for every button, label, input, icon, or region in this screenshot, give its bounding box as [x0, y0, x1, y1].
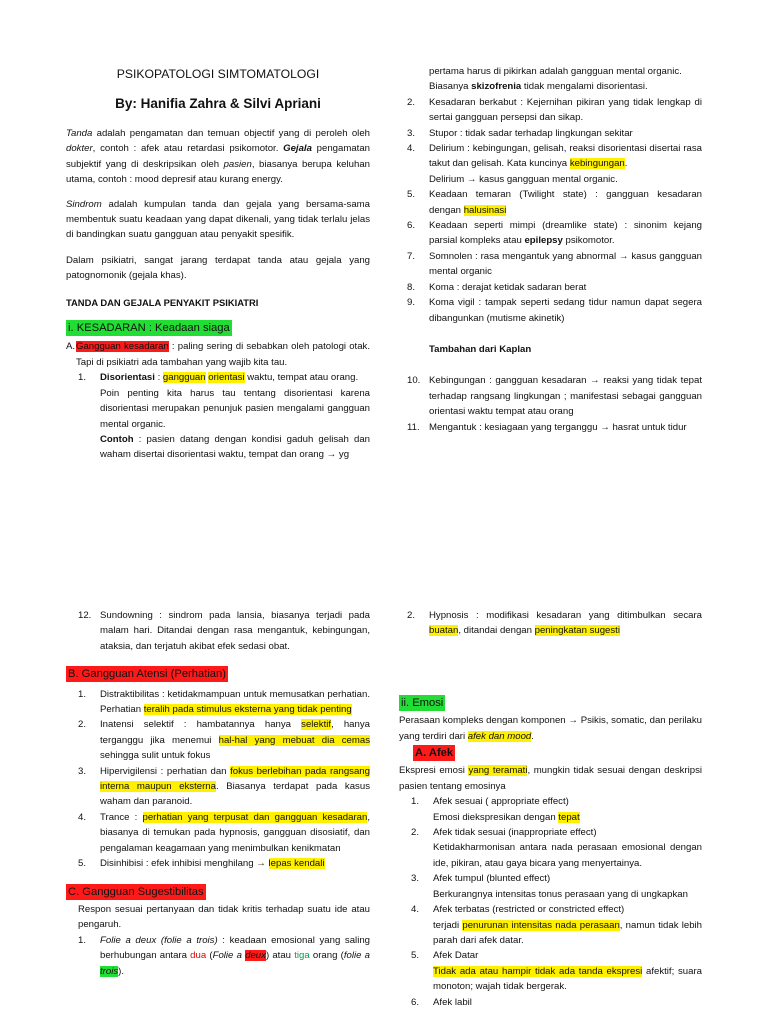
hypnosis-item: 2. Hypnosis : modifikasi kesadaran yang ditimbulkan secara buatan, ditandai dengan peningkatan sugesti [407, 610, 702, 637]
afek-tumpul-item: 3. Afek tumpul (blunted effect) Berkurangnya intensitas tonus perasaan yang di ungkapkan [411, 873, 688, 900]
stupor-item: 3. Stupor : tidak sadar terhadap lingkungan sekitar [407, 127, 633, 139]
kesadaran-berkabut-item: 2. Kesadaran berkabut : Kejernihan pikiran yang tidak lengkap di sertai gangguan persepsi dan sikap. [407, 96, 702, 124]
koma-vigil-item: 9. Koma vigil : tampak seperti sedang tidur namun dapat segera dibangunkan (mutisme akinetik) [407, 297, 702, 324]
afek-datar-item: 5. Afek Datar Tidak ada atau hampir tidak ada tanda ekspresi afektif; suara monoton; wajah tidak bergerak. [411, 950, 702, 993]
bottom-left-column [66, 608, 370, 979]
section-kesadaran-heading: i. KESADARAN : Keadaan siaga [68, 322, 230, 335]
afek-list [411, 794, 702, 1010]
top-left-column [66, 66, 370, 463]
section-afek-heading: A. Afek [415, 747, 454, 760]
tanda-paragraph: Tanda adalah pengamatan dan temuan objectif yang di peroleh oleh dokter, contoh : afek atau retardasi psikomotor. Gejala pengamatan subjektif yang di deskripsikan oleh pasien, biasanya berupa keluhan utama, contoh : mood depresif atau kurang energy. [66, 128, 370, 186]
atensi-list [78, 687, 370, 872]
delirium-item: 4. Delirium : kebingungan, gelisah, reaksi disorientasi disertai rasa takut dan gelisah. Kata kuncinya kebingungan. Delirium → kasus gangguan mental organic. [407, 143, 702, 185]
mimpi-item: 6. Keadaan seperti mimpi (dreamlike state) : sinonim kejang parsial kompleks atau epilepsy psikomotor. [407, 220, 702, 247]
folie-a-deux-item: 1. Folie a deux (folie a trois) : keadaan emosional yang saling berhubungan antara dua (Folie a deux) atau tiga orang (folie a trois). [78, 934, 370, 977]
bottom-right-column [399, 608, 703, 1010]
gangguan-kesadaran-item: A. Gangguan kesadaran : paling sering di sebabkan oleh patologi otak. Tapi di psikiatri ada tambahan yang wajib kita tau. [66, 341, 370, 368]
sindrom-paragraph: Sindrom adalah kumpulan tanda dan gejala yang bersama-sama membentuk suatu keadaan yang dapat dikenali, yang tidak terlalu jelas di bandingkan suatu gangguan atau penyakit spesifik. [66, 198, 370, 241]
disorientasi-poin: Poin penting kita harus tau tentang disorientasi karena disorientasi merupakan penunjuk pasien mengalami gangguan mental organic. [100, 387, 370, 430]
hipervigilensi-item: 3. Hipervigilensi : perhatian dan fokus berlebihan pada rangsang interna maupun eksterna. Biasanya terdapat pada kasus waham dan paranoid. [78, 765, 370, 808]
disorientasi-contoh: Contoh : pasien datang dengan kondisi gaduh gelisah dan waham disertai disorientasi waktu, tempat dan orang → yg [100, 433, 370, 461]
document-authors: By: Hanifia Zahra & Silvi Apriani [115, 96, 321, 111]
tanda-gejala-heading: TANDA DAN GEJALA PENYAKIT PSIKIATRI [66, 296, 259, 308]
koma-item: 8. Koma : derajat ketidak sadaran berat [407, 281, 587, 293]
sundowning-item: 12. Sundowning : sindrom pada lansia, biasanya terjadi pada malam hari. Ditandai dengan rasa mengantuk, kebingungan, ataksia, dan terjatuh akibat efek sedasi obat. [78, 610, 370, 652]
disinhibisi-item: 5. Disinhibisi : efek inhibisi menghilang → lepas kendali [78, 858, 325, 870]
section-atensi-heading: B. Gangguan Atensi (Perhatian) [68, 668, 226, 681]
trance-item: 4. Trance : perhatian yang terpusat dan gangguan kesadaran, biasanya di temukan pada hypnosis, gangguan disosiatif, dan pengalaman keagamaan yang menimbulkan kenikmatan [78, 811, 371, 854]
mengantuk-item: 11. Mengantuk : kesiagaan yang terganggu → hasrat untuk tidur [407, 421, 687, 433]
section-sugestibilitas-heading: C. Gangguan Sugestibilitas [68, 885, 204, 898]
disorientasi-item: 1. Disorientasi : gangguan orientasi waktu, tempat atau orang. Poin penting kita harus tau tentang disorientasi karena disorientasi merupakan penunjuk pasien mengalami gangguan mental organic. Contoh : pasien datang dengan kondisi gaduh gelisah dan waham disertai disorientasi waktu, tempat dan orang → yg [78, 370, 370, 462]
psikiatri-paragraph: Dalam psikiatri, sangat jarang terdapat tanda atau gejala yang patognomonik (gejala khas). [66, 254, 370, 282]
disorientasi-continuation: pertama harus di pikirkan adalah gangguan mental organic. Biasanya skizofrenia tidak mengalami disorientasi. [429, 66, 682, 93]
top-right-column [407, 64, 702, 435]
sugestibilitas-intro: Respon sesuai pertanyaan dan tidak kritis terhadap suatu ide atau pengaruh. [78, 903, 370, 931]
afek-terbatas-item: 4. Afek terbatas (restricted or constricted effect) terjadi penurunan intensitas nada perasaan, namun tidak lebih parah dari afek datar. [411, 904, 703, 946]
afek-intro: Ekspresi emosi yang teramati, mungkin tidak sesuai dengan deskripsi pasien tentang emosinya [399, 765, 702, 792]
afek-labil-item: 6. Afek labil [411, 996, 472, 1008]
somnolen-item: 7. Somnolen : rasa mengantuk yang abnormal → kasus gangguan mental organic [407, 250, 702, 278]
document-title: PSIKOPATOLOGI SIMTOMATOLOGI [116, 67, 320, 81]
kaplan-heading: Tambahan dari Kaplan [429, 343, 532, 355]
kebingungan-item: 10. Kebingungan : gangguan kesadaran → reaksi yang tidak tepat terhadap rangsang lingkungan ; manifestasi sebagai gangguan orientasi waktu tempat atau orang [407, 375, 702, 418]
temaran-item: 5. Keadaan temaran (Twilight state) : gangguan kesadaran dengan halusinasi [407, 189, 702, 216]
afek-sesuai-item: 1. Afek sesuai ( appropriate effect) Emosi diekspresikan dengan tepat [411, 796, 580, 823]
inatensi-selektif-item: 2. Inatensi selektif : hambatannya hanya selektif, hanya terganggu jika menemui hal-hal yang mebuat dia cemas sehingga sulit untuk fokus [78, 719, 370, 762]
section-emosi-heading: ii. Emosi [401, 696, 444, 709]
emosi-paragraph: Perasaan kompleks dengan komponen → Psikis, somatic, dan perilaku yang terdiri dari afek dan mood. [399, 715, 702, 742]
distraktibilitas-item: 1. Distraktibilitas : ketidakmampuan untuk memusatkan perhatian. Perhatian teralih pada stimulus eksterna yang tidak penting [78, 688, 370, 716]
afek-tidak-sesuai-item: 2. Afek tidak sesuai (inappropriate effect) Ketidakharmonisan antara nada perasaan emosional dengan ide, pikiran, atau gaya bicara yang menyertainya. [411, 827, 702, 869]
